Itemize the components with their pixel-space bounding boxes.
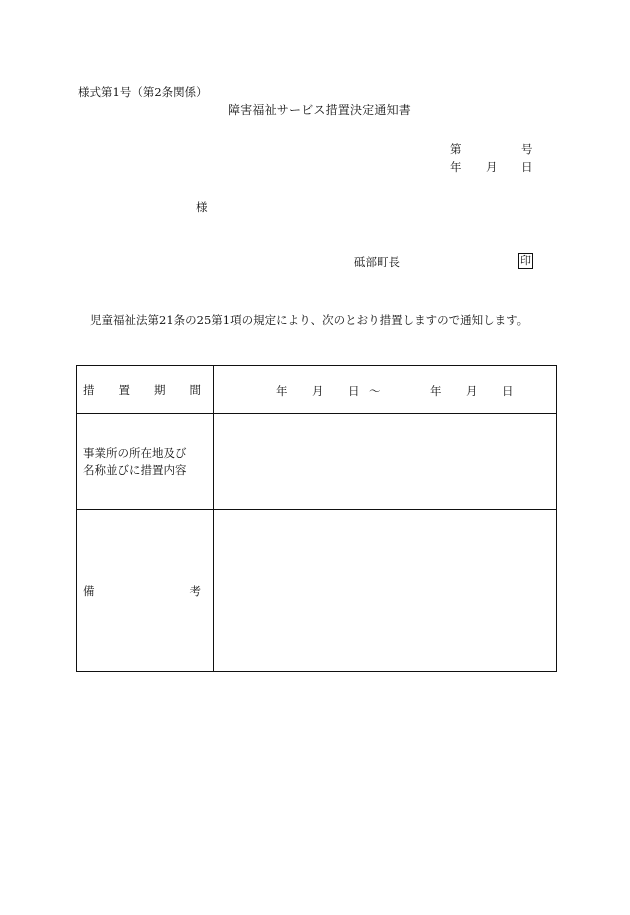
period-start-month: 月 bbox=[312, 383, 324, 398]
table-row-remarks bbox=[77, 510, 557, 672]
number-prefix: 第 bbox=[450, 142, 462, 156]
facility-label-line1: 事業所の所在地及び bbox=[83, 445, 187, 460]
document-title: 障害福祉サービス措置決定通知書 bbox=[228, 103, 412, 117]
period-label-char: 置 bbox=[118, 382, 130, 397]
period-value bbox=[214, 366, 557, 414]
period-label-char: 間 bbox=[189, 382, 201, 397]
facility-label bbox=[77, 414, 214, 510]
remarks-label bbox=[77, 510, 214, 672]
facility-value bbox=[214, 414, 557, 510]
period-start-year: 年 bbox=[276, 383, 288, 398]
remarks-label-char: 備 bbox=[83, 583, 95, 598]
remarks-value bbox=[214, 510, 557, 672]
period-label-char: 措 bbox=[83, 382, 95, 397]
remarks-label-char: 考 bbox=[189, 583, 201, 598]
period-label-char: 期 bbox=[154, 382, 166, 397]
table-row-facility bbox=[77, 414, 557, 510]
issuer-name: 砥部町長 bbox=[354, 255, 400, 269]
table-row-period bbox=[77, 366, 557, 414]
notice-text: 児童福祉法第21条の25第1項の規定により、次のとおり措置しますので通知します。 bbox=[90, 313, 529, 327]
period-label bbox=[77, 366, 214, 414]
measures-table bbox=[76, 365, 557, 672]
period-end-month: 月 bbox=[466, 383, 478, 398]
period-start-day: 日 bbox=[348, 383, 360, 398]
date-month-label: 月 bbox=[486, 160, 498, 174]
date-day-label: 日 bbox=[521, 160, 533, 174]
period-tilde: ～ bbox=[369, 383, 381, 398]
date-year-label: 年 bbox=[450, 160, 462, 174]
facility-label-line2: 名称並びに措置内容 bbox=[83, 462, 187, 477]
form-number: 様式第1号（第2条関係） bbox=[78, 85, 208, 99]
period-end-day: 日 bbox=[502, 383, 514, 398]
number-suffix: 号 bbox=[521, 142, 533, 156]
seal-mark: 印 bbox=[520, 254, 531, 267]
addressee-suffix: 様 bbox=[196, 200, 208, 214]
period-end-year: 年 bbox=[430, 383, 442, 398]
